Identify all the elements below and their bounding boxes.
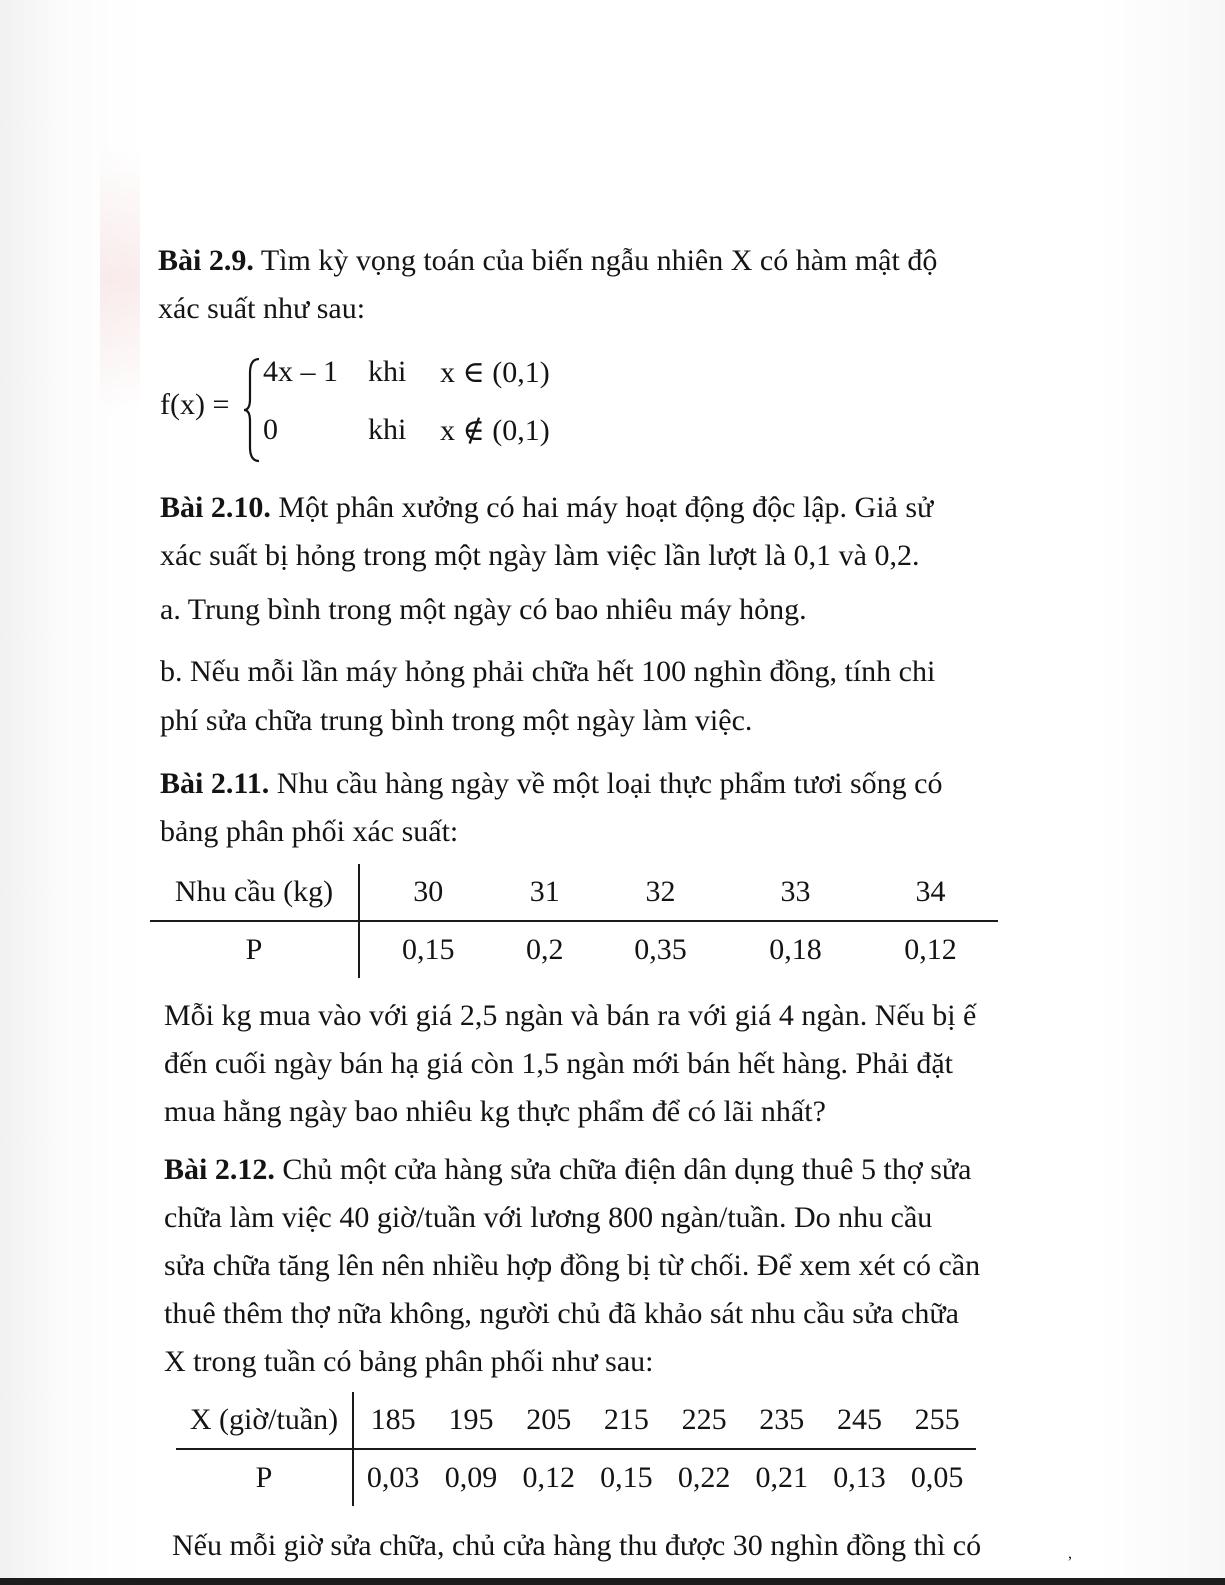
table-header-cell: X (giờ/tuần) bbox=[176, 1392, 353, 1449]
formula-row2-cond: khi bbox=[368, 413, 407, 446]
table-cell: 195 bbox=[432, 1392, 510, 1449]
table-cell: 0,13 bbox=[833, 1461, 886, 1494]
ex210-part-a: a. Trung bình trong một ngày có bao nhiêu máy hỏng. bbox=[160, 593, 807, 626]
table-cell: 205 bbox=[510, 1392, 588, 1449]
formula-row1-set: x ∈ (0,1) bbox=[440, 356, 550, 389]
table-header-cell: P bbox=[150, 921, 359, 978]
ex211-line1: Bài 2.11. Nhu cầu hàng ngày về một loại thực phẩm tươi sống có bbox=[160, 767, 943, 800]
ex211-after2: đến cuối ngày bán hạ giá còn 1,5 ngàn mới bán hết hàng. Phải đặt bbox=[164, 1047, 953, 1080]
table-cell: 255 bbox=[898, 1392, 976, 1449]
ex212-line2: chữa làm việc 40 giờ/tuần với lương 800 ngàn/tuần. Do nhu cầu bbox=[164, 1201, 933, 1234]
table-header-cell: P bbox=[176, 1449, 353, 1506]
footer-mark: , bbox=[1068, 1545, 1072, 1562]
ex210-part-b1: b. Nếu mỗi lần máy hỏng phải chữa hết 100 nghìn đồng, tính chi bbox=[160, 655, 936, 688]
ex212-line1: Bài 2.12. Chủ một cửa hàng sửa chữa điện dân dụng thuê 5 thợ sửa bbox=[164, 1153, 972, 1186]
table-cell: 0,35 bbox=[634, 933, 687, 966]
table-cell: 0,05 bbox=[910, 1461, 964, 1494]
table-cell: 0,12 bbox=[522, 1461, 575, 1494]
ex210-line1: Bài 2.10. Một phân xưởng có hai máy hoạt động độc lập. Giả sử bbox=[160, 491, 934, 524]
table-row bbox=[176, 1449, 976, 1506]
table-cell: 0,18 bbox=[769, 933, 822, 966]
ex210-line2: xác suất bị hỏng trong một ngày làm việc lần lượt là 0,1 và 0,2. bbox=[160, 539, 920, 572]
table-cell: 0,2 bbox=[526, 933, 564, 966]
ex29-title: Bài 2.9. bbox=[158, 244, 254, 277]
ex212-after1: Nếu mỗi giờ sửa chữa, chủ cửa hàng thu được 30 nghìn đồng thì có bbox=[172, 1529, 982, 1562]
formula-row2-expr: 0 bbox=[263, 413, 278, 446]
table-row bbox=[176, 1392, 976, 1449]
table-cell: 0,15 bbox=[600, 1461, 653, 1494]
table-header-cell: Nhu cầu (kg) bbox=[150, 864, 359, 921]
ex212-line3: sửa chữa tăng lên nên nhiều hợp đồng bị từ chối. Để xem xét có cần bbox=[164, 1249, 981, 1282]
table-cell: 33 bbox=[728, 864, 863, 921]
table-cell: 235 bbox=[743, 1392, 821, 1449]
table-cell: 185 bbox=[353, 1392, 432, 1449]
table-cell: 0,21 bbox=[755, 1461, 808, 1494]
density-formula bbox=[160, 355, 580, 465]
ex29-line2: xác suất như sau: bbox=[158, 292, 366, 325]
page-edge-stain bbox=[100, 150, 140, 410]
ex212-line5: X trong tuần có bảng phân phối như sau: bbox=[164, 1345, 654, 1378]
ex212-title: Bài 2.12. bbox=[164, 1153, 275, 1186]
table-cell: 245 bbox=[821, 1392, 899, 1449]
formula-row2-set: x ∉ (0,1) bbox=[440, 414, 550, 447]
table-cell: 30 bbox=[359, 864, 497, 921]
table-cell: 0,03 bbox=[366, 1461, 420, 1494]
table-cell: 32 bbox=[593, 864, 728, 921]
repair-hours-distribution-table bbox=[176, 1392, 976, 1506]
formula-row1-cond: khi bbox=[368, 355, 407, 388]
table-cell: 225 bbox=[665, 1392, 743, 1449]
ex29-line1: Bài 2.9. Tìm kỳ vọng toán của biến ngẫu nhiên X có hàm mật độ bbox=[158, 244, 938, 277]
ex212-line4: thuê thêm thợ nữa không, người chủ đã khảo sát nhu cầu sửa chữa bbox=[164, 1297, 959, 1330]
ex210-part-b2: phí sửa chữa trung bình trong một ngày làm việc. bbox=[160, 704, 753, 737]
formula-lhs: f(x) = bbox=[160, 388, 230, 421]
table-cell: 215 bbox=[588, 1392, 666, 1449]
ex210-title: Bài 2.10. bbox=[160, 491, 271, 524]
table-cell: 34 bbox=[863, 864, 998, 921]
table-cell: 31 bbox=[497, 864, 593, 921]
ex211-title: Bài 2.11. bbox=[160, 767, 270, 800]
table-row bbox=[150, 864, 998, 921]
ex211-line2: bảng phân phối xác suất: bbox=[160, 815, 459, 848]
formula-row1-expr: 4x – 1 bbox=[263, 355, 338, 388]
table-cell: 0,15 bbox=[402, 933, 455, 966]
table-cell: 0,09 bbox=[444, 1461, 498, 1494]
table-row bbox=[150, 921, 998, 978]
table-cell: 0,12 bbox=[904, 933, 957, 966]
page-bottom-edge bbox=[0, 1578, 1225, 1585]
left-brace-icon bbox=[242, 355, 262, 465]
ex211-after3: mua hằng ngày bao nhiêu kg thực phẩm để có lãi nhất? bbox=[164, 1095, 826, 1128]
demand-distribution-table bbox=[150, 864, 998, 978]
ex211-after1: Mỗi kg mua vào với giá 2,5 ngàn và bán ra với giá 4 ngàn. Nếu bị ế bbox=[164, 999, 977, 1032]
table-cell: 0,22 bbox=[677, 1461, 731, 1494]
